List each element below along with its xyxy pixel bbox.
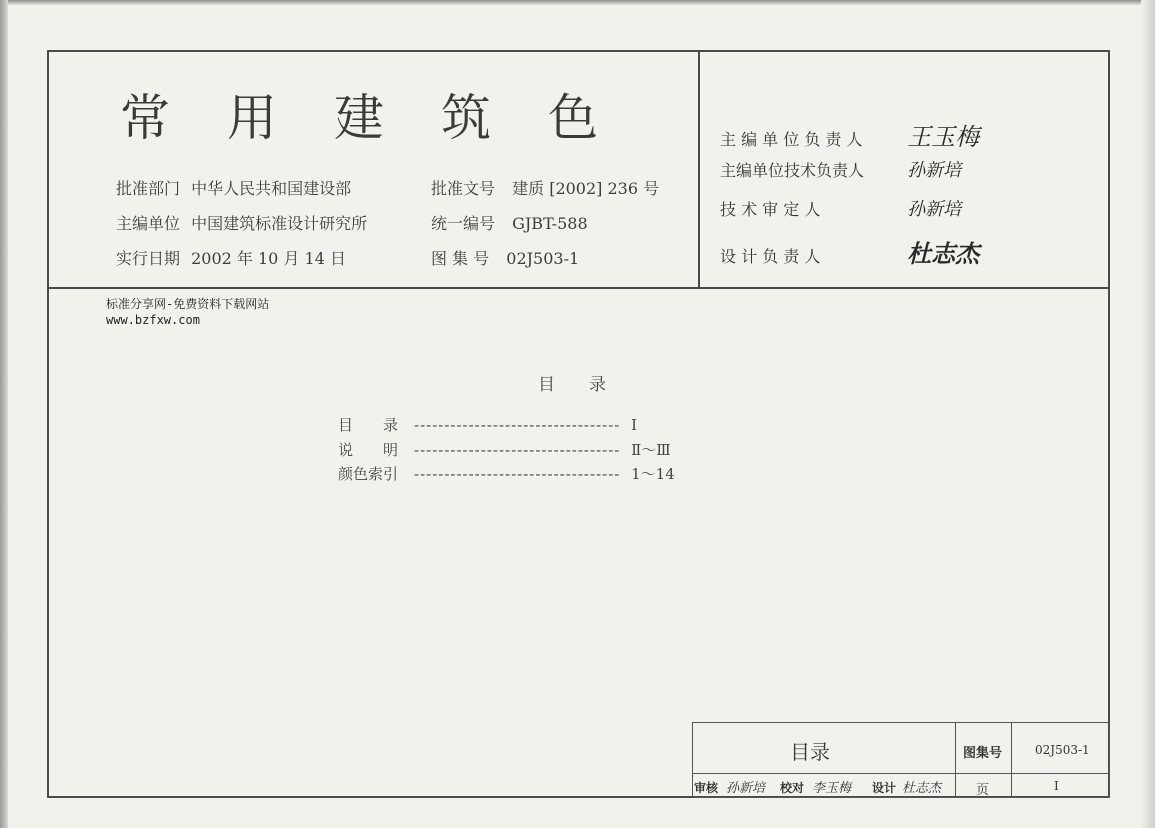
- effective-date-value: 2002 年 10 月 14 日: [191, 249, 346, 268]
- header-divider-horizontal: [47, 287, 1110, 289]
- approval-dept: [116, 176, 351, 199]
- responsible-row: [720, 156, 961, 182]
- responsible-label: 技 术 审 定 人: [720, 200, 821, 219]
- atlas-no: [431, 246, 579, 269]
- responsible-row: [720, 117, 979, 152]
- title-block-atlas-value: 02J503-1: [1035, 743, 1090, 757]
- editor-unit-label: 主编单位: [116, 214, 181, 233]
- toc-label: 颜色索引: [338, 465, 399, 483]
- editor-unit-value: 中国建筑标准设计研究所: [191, 214, 368, 233]
- design-signature: 杜志杰: [902, 781, 942, 796]
- title-block-name: 目录: [790, 740, 830, 764]
- approval-no-label: 批准文号: [431, 179, 496, 198]
- responsible-label: 主 编 单 位 负 责 人: [720, 130, 863, 149]
- effective-date: [116, 246, 346, 269]
- page-label: 页: [976, 783, 990, 798]
- title-block-page-value-cell: [1011, 773, 1110, 798]
- toc-page: Ⅱ～Ⅲ: [631, 441, 671, 459]
- toc-row: [338, 463, 675, 484]
- toc-row: [338, 439, 671, 460]
- unified-no-value: GJBT-588: [512, 214, 588, 233]
- editor-unit: [116, 211, 367, 234]
- signature-duzhijie: 杜志杰: [907, 239, 980, 268]
- title-char: 用: [227, 89, 277, 147]
- toc-leader: ----------------------------------: [414, 416, 621, 434]
- signature-wangyumei: 王玉梅: [907, 123, 980, 151]
- approval-no-value: 建质 [2002] 236 号: [512, 179, 660, 198]
- watermark-url: www.bzfxw.com: [106, 313, 200, 327]
- approval-dept-label: 批准部门: [116, 179, 181, 198]
- title-char: 筑: [441, 89, 491, 147]
- responsible-row: [720, 234, 979, 269]
- scan-shadow-left: [0, 0, 8, 828]
- unified-no-label: 统一编号: [431, 214, 496, 233]
- atlas-no-label: 图 集 号: [431, 249, 490, 268]
- responsible-label: 设 计 负 责 人: [720, 247, 821, 266]
- watermark-line1: 标准分享网-免费资料下载网站: [106, 297, 270, 311]
- responsible-row: [720, 195, 961, 221]
- scan-shadow-top: [0, 0, 1155, 5]
- toc-title: 目录: [538, 375, 640, 395]
- toc-label: 说 明: [338, 441, 399, 459]
- responsible-label: 主编单位技术负责人: [720, 161, 865, 180]
- title-char: 色: [548, 89, 598, 147]
- title-char: 常: [120, 89, 170, 147]
- atlas-no-value: 02J503-1: [506, 249, 580, 268]
- toc-leader: ----------------------------------: [414, 441, 621, 459]
- approval-dept-value: 中华人民共和国建设部: [191, 179, 352, 198]
- toc-row: [338, 414, 637, 435]
- review-label: 审核: [694, 781, 719, 795]
- signature-sunxinpei: 孙新培: [907, 199, 962, 220]
- unified-no: [431, 211, 588, 234]
- watermark: [106, 296, 269, 328]
- header-divider-vertical: [698, 50, 700, 288]
- toc-label: 目 录: [338, 416, 399, 434]
- review-signature: 孙新培: [726, 781, 766, 796]
- title-block: [692, 722, 1110, 798]
- title-block-atlas-label: 图集号: [963, 746, 1003, 761]
- design-label: 设计: [872, 781, 897, 795]
- toc-page: 1～14: [631, 465, 675, 483]
- approval-no: [431, 176, 659, 199]
- toc-page: Ⅰ: [631, 416, 638, 434]
- signature-sunxinpei: 孙新培: [907, 160, 962, 181]
- toc-leader: ----------------------------------: [414, 465, 621, 483]
- proof-label: 校对: [780, 781, 805, 795]
- title-char: 建: [334, 89, 384, 147]
- scan-shadow-right: [1141, 0, 1155, 828]
- atlas-title: [120, 78, 655, 150]
- page-value: Ⅰ: [1054, 779, 1059, 793]
- effective-date-label: 实行日期: [116, 249, 181, 268]
- proof-signature: 李玉梅: [812, 781, 852, 796]
